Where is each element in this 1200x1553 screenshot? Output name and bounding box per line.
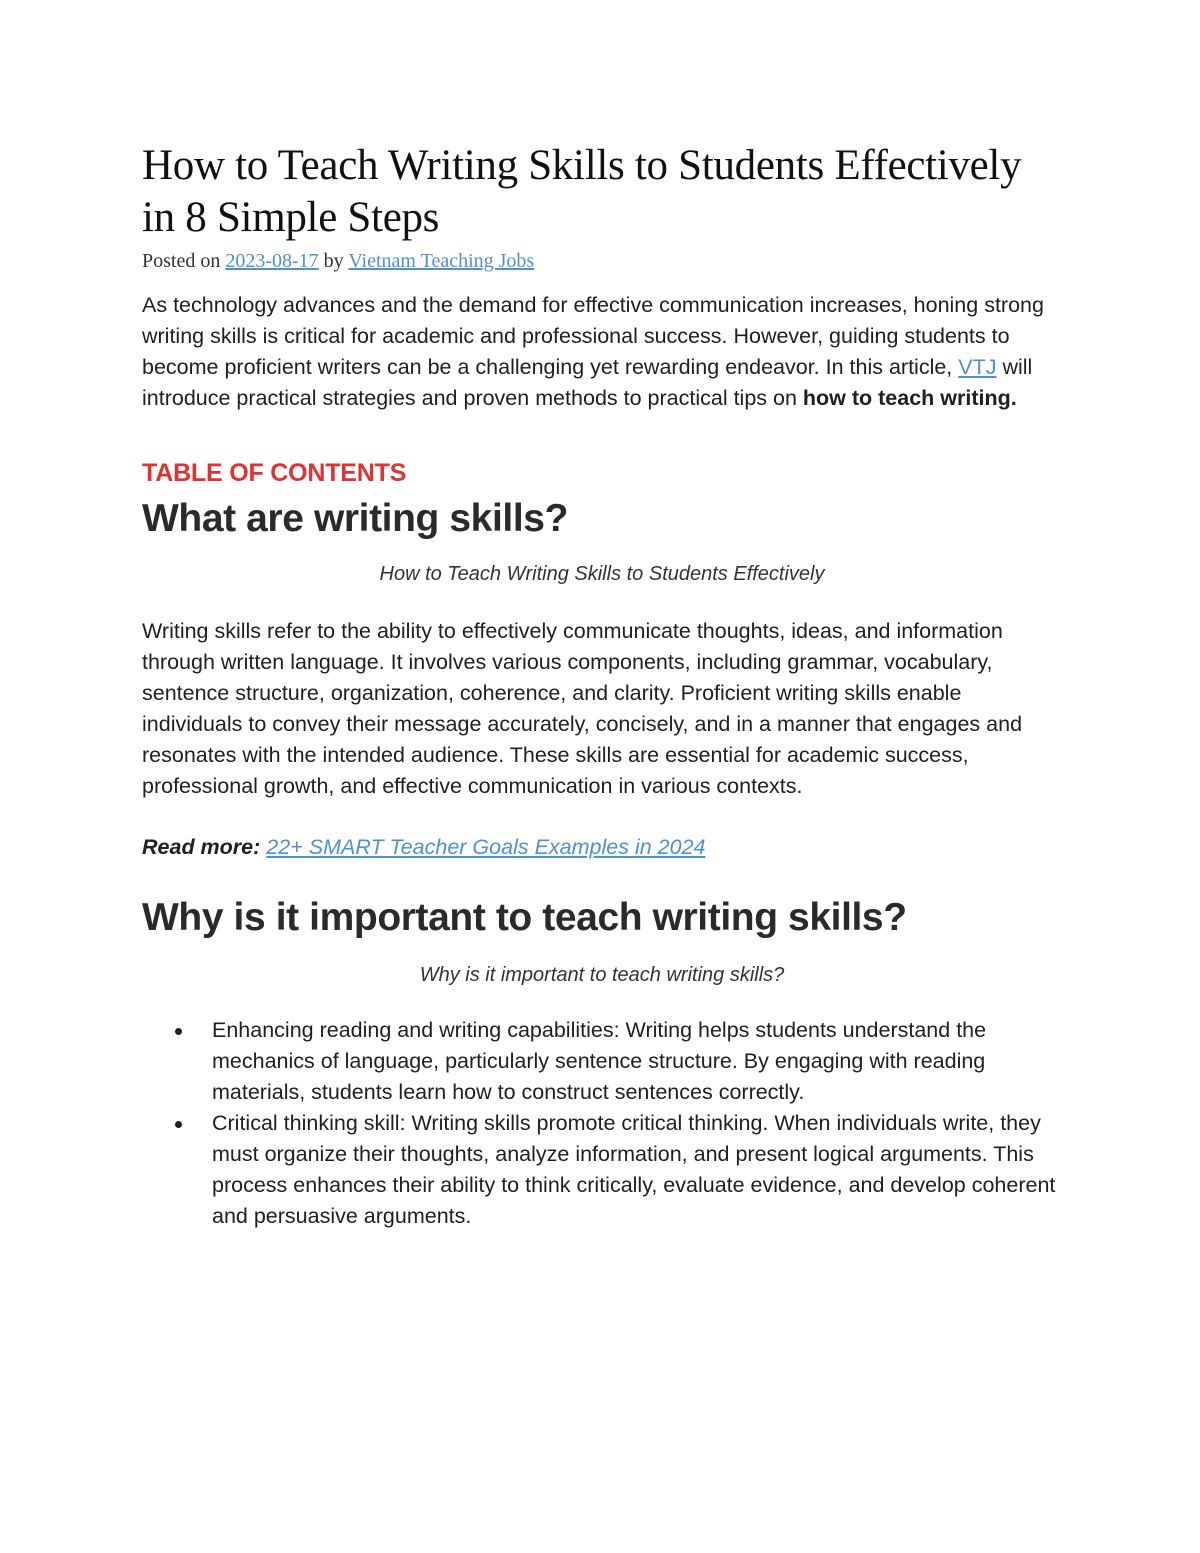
- image-caption-2: Why is it important to teach writing skills?: [419, 964, 785, 986]
- post-meta: [142, 248, 1062, 274]
- section-heading-what-are-writing-skills: What are writing skills?: [142, 497, 568, 540]
- table-of-contents-toggle[interactable]: TABLE OF CONTENTS: [142, 459, 407, 487]
- image-caption-1: How to Teach Writing Skills to Students Effectively: [379, 563, 825, 585]
- section-heading-why-important: Why is it important to teach writing skills?: [142, 896, 907, 939]
- author-link[interactable]: Vietnam Teaching Jobs: [348, 250, 535, 272]
- list-item: [212, 1015, 1062, 1108]
- intro-text-2: will introduce practical strategies and proven methods to practical tips on: [142, 355, 1033, 410]
- article-title: How to Teach Writing Skills to Students Effectively in 8 Simple Steps: [142, 142, 1022, 241]
- list-item-text: Enhancing reading and writing capabilities: Writing helps students understand the mechanics of language, particularly sentence structure. By engaging with reading materials, students learn how to construct sentences correctly.: [212, 1018, 987, 1104]
- intro-paragraph: [142, 290, 1062, 414]
- document-page: [142, 140, 1062, 1232]
- read-more-label: Read more:: [142, 835, 261, 859]
- by-label: by: [323, 250, 344, 272]
- bullet-list: [142, 1015, 1062, 1232]
- posted-on-label: Posted on: [142, 250, 221, 272]
- vtj-link[interactable]: VTJ: [958, 355, 997, 379]
- post-date-link[interactable]: 2023-08-17: [225, 250, 319, 272]
- intro-text-1: As technology advances and the demand for effective communication increases, honing strong writing skills is critical for academic and professional success. However, guiding students to become proficient writers can be a challenging yet rewarding endeavor. In this article,: [142, 293, 1044, 379]
- section1-paragraph: Writing skills refer to the ability to effectively communicate thoughts, ideas, and information through written language. It involves various components, including grammar, vocabulary, sentence structure, organization, coherence, and clarity. Proficient writing skills enable individuals to convey their message accurately, concisely, and in a manner that engages and resonates with the intended audience. These skills are essential for academic success, professional growth, and effective communication in various contexts.: [142, 619, 1023, 798]
- intro-end: .: [1010, 386, 1017, 410]
- bullet-dot-icon: [175, 1028, 182, 1035]
- read-more-link[interactable]: 22+ SMART Teacher Goals Examples in 2024: [266, 835, 706, 859]
- bullet-dot-icon: [175, 1121, 182, 1128]
- list-item: [212, 1108, 1062, 1232]
- list-item-text: Critical thinking skill: Writing skills promote critical thinking. When individuals write, they must organize their thoughts, analyze information, and present logical arguments. This process enhances their ability to think critically, evaluate evidence, and develop coherent and persuasive arguments.: [212, 1111, 1056, 1228]
- intro-bold-phrase: how to teach writing: [802, 386, 1011, 410]
- read-more: [142, 832, 1062, 863]
